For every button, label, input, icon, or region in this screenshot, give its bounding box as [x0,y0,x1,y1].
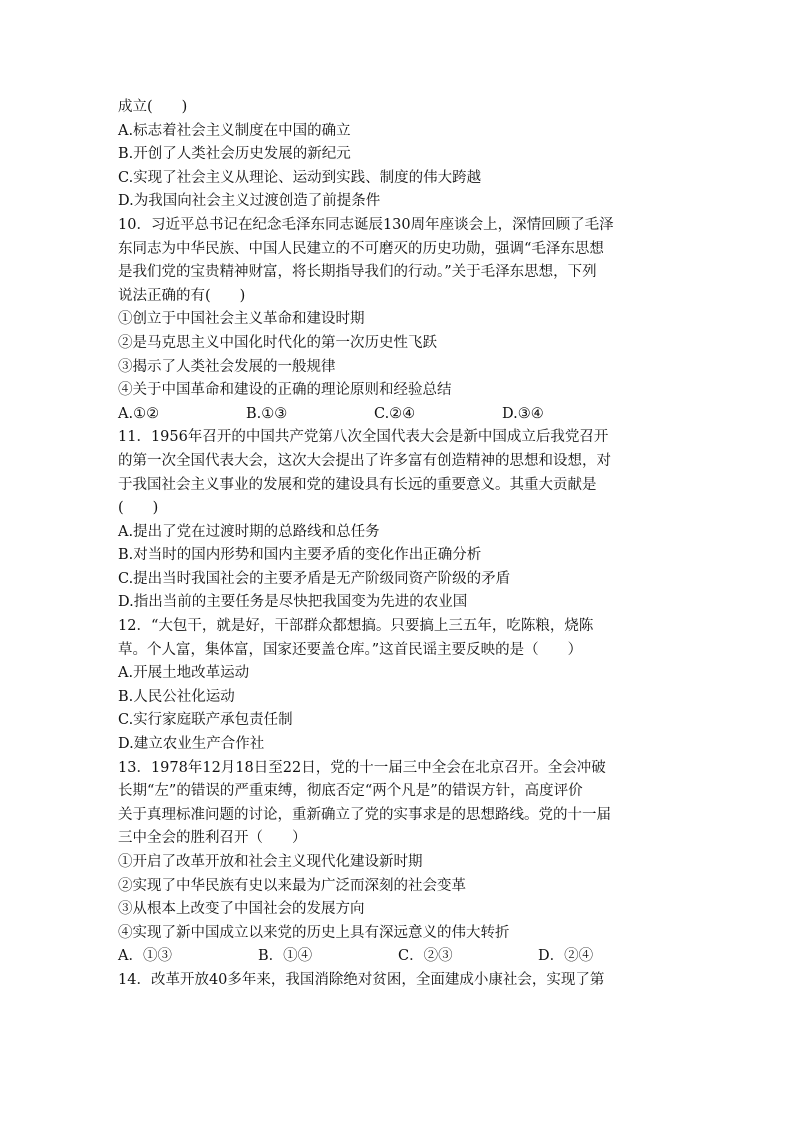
question-13-text: 关于真理标准问题的讨论，重新确立了党的实事求是的思想路线。党的十一届 [118,806,611,823]
question-11-text: 11．1956年召开的中国共产党第八次全国代表大会是新中国成立后我党召开 [118,429,609,446]
question-10-text: 10．习近平总书记在纪念毛泽东同志诞辰130周年座谈会上，深情回顾了毛泽 [118,216,614,233]
option-line: D.为我国向社会主义过渡创造了前提条件 [118,193,381,210]
option-d: D.③④ [502,405,544,422]
statement-line: ④关于中国革命和建设的正确的理论原则和经验总结 [118,382,452,399]
option-line: A.开展土地改革运动 [118,665,250,682]
document-page [118,96,678,993]
option-line: C.提出当时我国社会的主要矛盾是无产阶级同资产阶级的矛盾 [118,570,511,587]
option-line: B.对当时的国内形势和国内主要矛盾的变化作出正确分析 [118,547,482,564]
statement-line: ①创立于中国社会主义革命和建设时期 [118,311,365,328]
question-10-text: 说法正确的有( ) [118,287,246,304]
question-14-text: 14．改革开放40多年来，我国消除绝对贫困，全面建成小康社会，实现了第 [118,971,605,988]
option-line: C.实行家庭联产承包责任制 [118,712,293,729]
option-line: A.提出了党在过渡时期的总路线和总任务 [118,523,380,540]
question-10-options [118,403,678,427]
question-11-text: ( ) [118,500,159,517]
statement-line: ④实现了新中国成立以来党的历史上具有深远意义的伟大转折 [118,924,510,941]
option-line: D.建立农业生产合作社 [118,736,265,753]
question-13-text: 长期“左”的错误的严重束缚，彻底否定“两个凡是”的错误方针，高度评价 [118,783,583,800]
question-13-options [118,945,678,969]
text-line: 成立( ) [118,99,188,115]
statement-line: ②实现了中华民族有史以来最为广泛而深刻的社会变革 [118,877,466,894]
statement-line: ③揭示了人类社会发展的一般规律 [118,358,336,375]
option-c: C．②③ [398,948,453,965]
option-b: B．①④ [258,948,313,965]
option-line: D.指出当前的主要任务是尽快把我国变为先进的农业国 [118,594,468,611]
question-11-text: 于我国社会主义事业的发展和党的建设具有长远的重要意义。其重大贡献是 [118,476,597,493]
option-line: B.开创了人类社会历史发展的新纪元 [118,146,351,163]
option-c: C.②④ [374,405,416,422]
question-13-text: 13．1978年12月18日至22日，党的十一届三中全会在北京召开。全会冲破 [118,759,606,776]
option-a: A.①② [118,405,160,422]
question-13-text: 三中全会的胜利召开（ ） [118,830,307,847]
question-12-text: 12．“大包干，就是好，干部群众都想搞。只要搞上三五年，吃陈粮，烧陈 [118,618,594,635]
option-a: A．①③ [118,948,172,965]
option-line: A.标志着社会主义制度在中国的确立 [118,122,351,139]
statement-line: ①开启了改革开放和社会主义现代化建设新时期 [118,854,423,870]
statement-line: ③从根本上改变了中国社会的发展方向 [118,901,365,918]
option-d: D．②④ [538,948,594,965]
option-line: B.人民公社化运动 [118,688,235,705]
option-b: B.①③ [246,405,288,422]
option-line: C.实现了社会主义从理论、运动到实践、制度的伟大跨越 [118,169,482,186]
question-10-text: 东同志为中华民族、中国人民建立的不可磨灭的历史功勋，强调“毛泽东思想 [118,240,604,257]
question-12-text: 草。个人富，集体富，国家还要盖仓库。”这首民谣主要反映的是（ ） [118,641,583,658]
statement-line: ②是马克思主义中国化时代化的第一次历史性飞跃 [118,334,437,351]
question-10-text: 是我们党的宝贵精神财富，将长期指导我们的行动。”关于毛泽东思想，下列 [118,264,597,281]
question-11-text: 的第一次全国代表大会，这次大会提出了许多富有创造精神的思想和设想，对 [118,452,611,469]
